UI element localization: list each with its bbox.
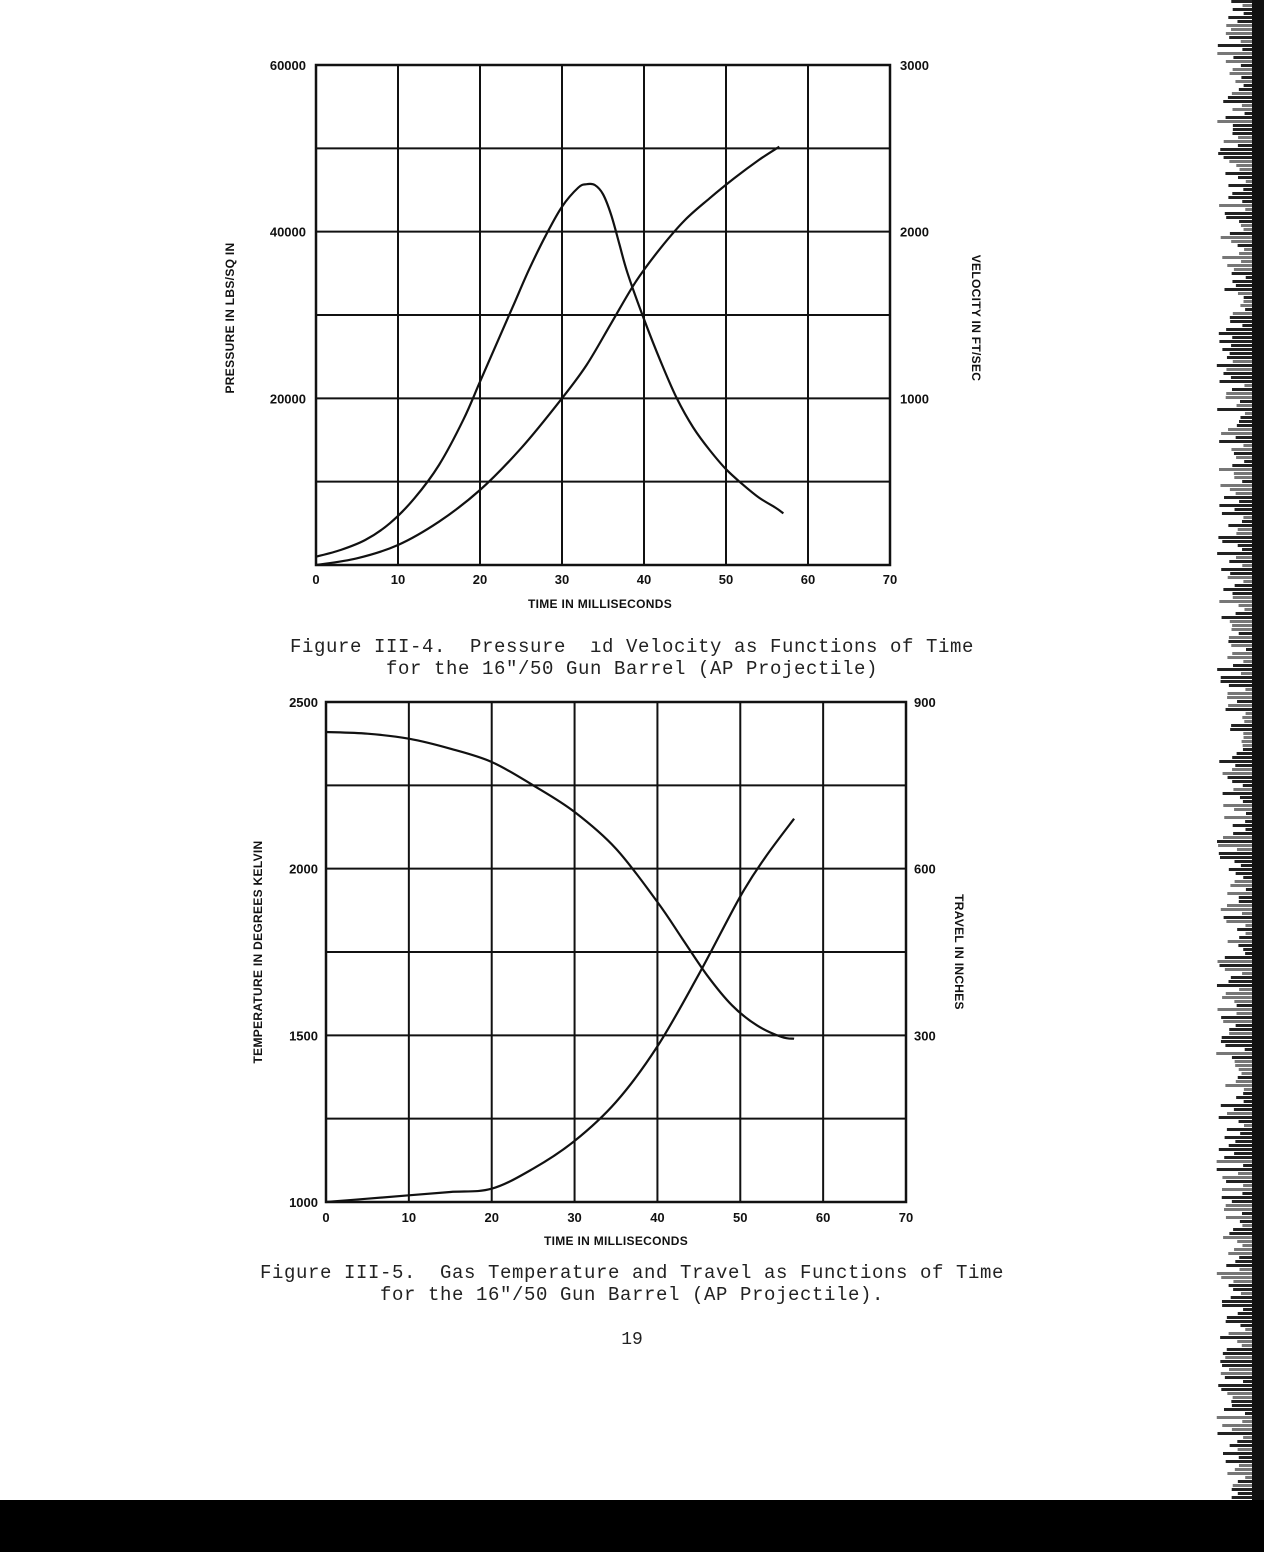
chart2-tick-labels <box>289 695 936 1225</box>
chart1-x-tick-label: 10 <box>390 572 406 587</box>
chart1-x-tick-label: 30 <box>554 572 570 587</box>
chart1-x-tick-label: 50 <box>718 572 734 587</box>
chart2-x-tick-label: 50 <box>733 1210 748 1225</box>
chart2-x-tick-label: 0 <box>322 1210 330 1225</box>
chart2-x-axis-label: TIME IN MILLISECONDS <box>544 1234 688 1248</box>
figure-caption-1 <box>0 636 1264 680</box>
chart1-x-tick-label: 60 <box>800 572 816 587</box>
chart2-x-tick-label: 70 <box>898 1210 914 1225</box>
figure-caption-2-line-2: for the 16"/50 Gun Barrel (AP Projectile). <box>379 1284 885 1306</box>
chart1-x-tick-label: 70 <box>882 572 898 587</box>
figure-caption-2-line-1: Figure III-5. Gas Temperature and Travel as Functions of Time <box>259 1262 1005 1284</box>
chart2-y2-tick-label: 600 <box>914 861 936 877</box>
chart2-y2-tick-label: 900 <box>914 695 936 710</box>
figure-caption-2 <box>0 1262 1264 1306</box>
chart2-y-tick-label: 1500 <box>289 1028 318 1044</box>
chart2-series-1-line <box>326 732 794 1039</box>
chart2-y-axis-label: TEMPERATURE IN DEGREES KELVIN <box>251 840 265 1064</box>
chart2-x-tick-label: 10 <box>401 1210 417 1225</box>
chart2-x-tick-label: 30 <box>567 1210 582 1225</box>
chart1-x-tick-label: 40 <box>636 572 652 587</box>
chart1-y-tick-label: 60000 <box>269 58 306 73</box>
chart1-x-tick-label: 0 <box>312 572 320 587</box>
chart1-x-axis-label: TIME IN MILLISECONDS <box>528 597 672 611</box>
page-number: 19 <box>621 1330 643 1350</box>
chart1-series-1-line <box>316 184 783 557</box>
chart1-y-tick-label: 40000 <box>269 224 306 240</box>
chart2-y-tick-label: 2000 <box>289 861 318 877</box>
chart1-y2-tick-label: 1000 <box>900 391 929 407</box>
chart1-y-tick-label: 20000 <box>269 391 306 407</box>
figure-caption-1-line-2: for the 16"/50 Gun Barrel (AP Projectile) <box>385 658 879 680</box>
chart1-y2-tick-label: 2000 <box>900 224 929 240</box>
chart1-x-tick-label: 20 <box>472 572 488 587</box>
chart2-series-2-line <box>326 819 794 1202</box>
temperature-travel-chart <box>0 680 1264 1280</box>
scan-bottom-border <box>0 1500 1264 1552</box>
chart1-y2-axis-label: VELOCITY IN FT/SEC <box>969 254 983 382</box>
scan-edge-artifact <box>1208 0 1264 1500</box>
chart2-curves <box>326 732 794 1202</box>
chart2-y-tick-label: 1000 <box>289 1195 318 1210</box>
chart2-y2-tick-label: 300 <box>914 1028 936 1044</box>
chart1-curves <box>316 147 783 565</box>
chart2-x-tick-label: 40 <box>650 1210 665 1225</box>
chart1-grid <box>316 65 890 565</box>
pressure-velocity-chart <box>0 0 1264 640</box>
chart2-y-tick-label: 2500 <box>289 695 318 710</box>
figure-caption-1-line-1: Figure III-4. Pressure ıd Velocity as Functions of Time <box>289 636 975 658</box>
chart1-series-2-line <box>316 147 779 565</box>
chart1-y2-tick-label: 3000 <box>900 58 929 73</box>
chart1-tick-labels <box>270 58 929 587</box>
chart2-y2-axis-label: TRAVEL IN INCHES <box>952 894 966 1010</box>
chart2-x-tick-label: 60 <box>815 1210 831 1225</box>
chart1-y-axis-label: PRESSURE IN LBS/SQ IN <box>223 242 237 394</box>
chart2-grid <box>326 702 906 1202</box>
chart2-x-tick-label: 20 <box>484 1210 499 1225</box>
